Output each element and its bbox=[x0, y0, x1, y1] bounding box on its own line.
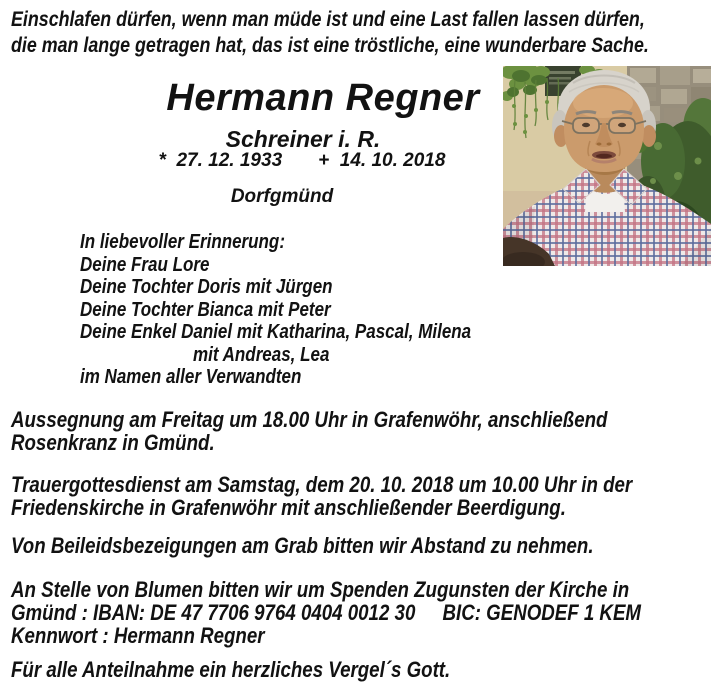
trauergottesdienst-paragraph bbox=[11, 473, 708, 519]
donation-keyword: Kennwort : Hermann Regner bbox=[11, 623, 265, 648]
deceased-profession: Schreiner i. R. bbox=[225, 126, 381, 152]
place-name: Dorfgmünd bbox=[230, 186, 334, 207]
birth-date: * 27. 12. 1933 bbox=[158, 150, 283, 171]
quote-line: die man lange getragen hat, das ist eine tröstliche, eine wunderbare Sache. bbox=[11, 34, 649, 57]
aussegnung-paragraph bbox=[11, 408, 708, 454]
closing-text: Für alle Anteilnahme ein herzliches Vergel´s Gott. bbox=[11, 657, 451, 682]
closing-line bbox=[11, 658, 708, 681]
condolence-line: Von Beileidsbezeigungen am Grab bitten wir Abstand zu nehmen. bbox=[11, 533, 594, 558]
iban-value: Gmünd : IBAN: DE 47 7706 9764 0404 0012 30 bbox=[11, 600, 416, 625]
aussegnung-line: Rosenkranz in Gmünd. bbox=[11, 430, 215, 455]
memorial-line: Deine Enkel Daniel mit Katharina, Pascal, Milena bbox=[80, 321, 472, 343]
memorial-intro: In liebevoller Erinnerung: bbox=[80, 231, 285, 253]
trauergottesdienst-line: Friedenskirche in Grafenwöhr mit anschließender Beerdigung. bbox=[11, 495, 566, 520]
aussegnung-line: Aussegnung am Freitag um 18.00 Uhr in Grafenwöhr, anschließend bbox=[11, 407, 608, 432]
portrait-photo bbox=[503, 66, 711, 266]
death-date: + 14. 10. 2018 bbox=[318, 150, 446, 171]
quote-line: Einschlafen dürfen, wenn man müde ist und eine Last fallen lassen dürfen, bbox=[11, 8, 645, 31]
donation-line: An Stelle von Blumen bitten wir um Spenden Zugunsten der Kirche in bbox=[11, 577, 630, 602]
portrait-photo-graphic bbox=[503, 66, 711, 266]
condolence-note bbox=[11, 534, 708, 557]
memorial-line: Deine Tochter Bianca mit Peter bbox=[80, 298, 331, 321]
memorial-line: mit Andreas, Lea bbox=[193, 343, 330, 366]
opening-quote bbox=[11, 7, 708, 59]
memorial-line: Deine Frau Lore bbox=[80, 253, 210, 276]
memorial-line: im Namen aller Verwandten bbox=[80, 366, 302, 388]
bank-details-row bbox=[11, 601, 708, 624]
bic-value: BIC: GENODEF 1 KEM bbox=[442, 600, 641, 625]
memorial-line: Deine Tochter Doris mit Jürgen bbox=[80, 276, 333, 298]
trauergottesdienst-line: Trauergottesdienst am Samstag, dem 20. 10. 2018 um 10.00 Uhr in der bbox=[11, 472, 633, 497]
donation-paragraph bbox=[11, 578, 708, 647]
deceased-name: Hermann Regner bbox=[166, 77, 480, 119]
